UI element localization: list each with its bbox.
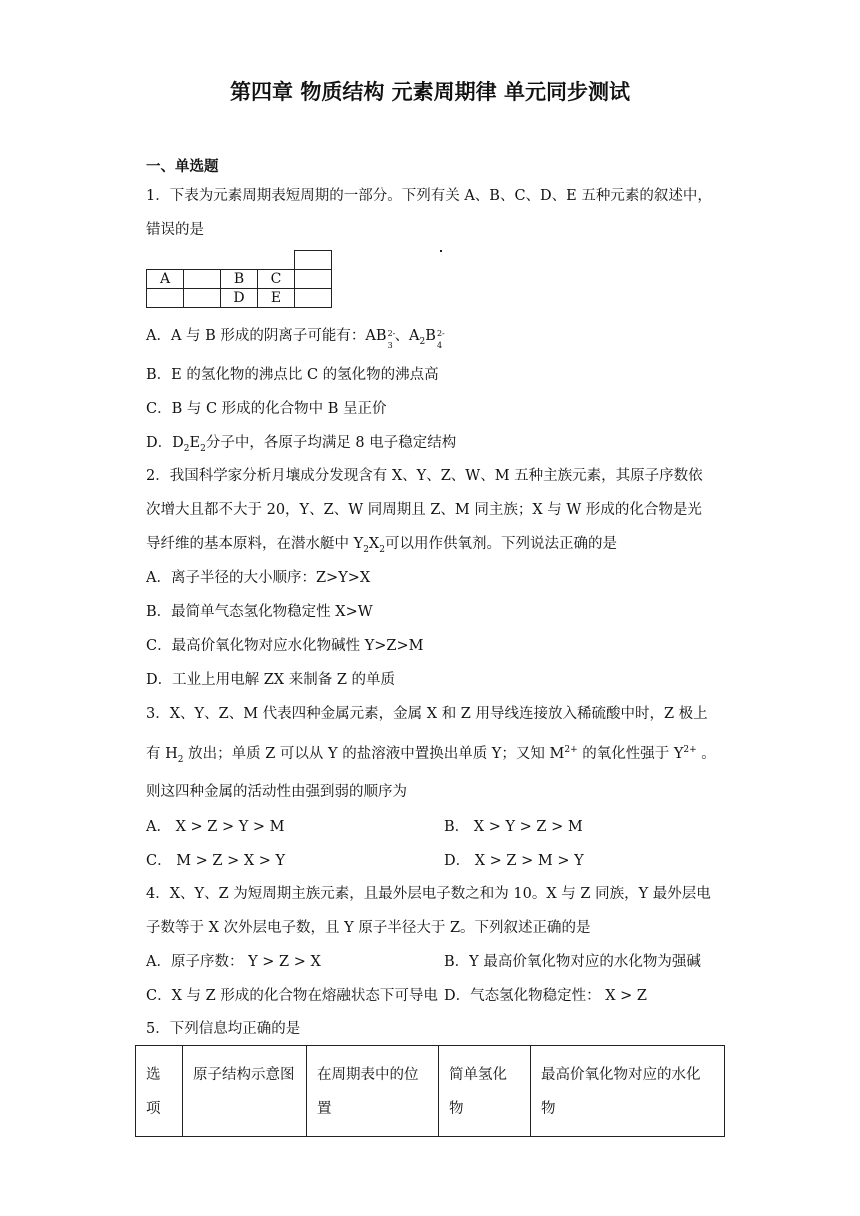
- answer-table: [135, 1045, 725, 1137]
- grid-cell-empty: [183, 269, 221, 289]
- grid-cell-empty: [183, 288, 221, 308]
- q1-stem-line2: 错误的是: [146, 222, 204, 238]
- q3-stem-line1: 3．X、Y、Z、M 代表四种金属元素，金属 X 和 Z 用导线连接放入稀硫酸中时，Z 极上: [146, 706, 708, 722]
- q3-option-a: A． X > Z > Y > M: [146, 819, 285, 835]
- table-header-cell: 简单氢化物: [439, 1046, 531, 1137]
- q3-stem-line3: 则这四种金属的活动性由强到弱的顺序为: [146, 784, 407, 800]
- q4-option-c: C．X 与 Z 形成的化合物在熔融状态下可导电: [146, 988, 438, 1004]
- q4-stem-line1: 4．X、Y、Z 为短周期主族元素，且最外层电子数之和为 10。X 与 Z 同族，Y 最外层电: [146, 886, 711, 902]
- grid-cell-empty: [294, 288, 332, 308]
- q1-option-c: C．B 与 C 形成的化合物中 B 呈正价: [146, 401, 387, 417]
- q4-option-a: A．原子序数： Y > Z > X: [146, 954, 321, 970]
- q1-option-a: A．A 与 B 形成的阴离子可能有：AB 2- 3 、$A_2B$ 2- 4: [146, 328, 445, 350]
- q2-option-c: C．最高价氧化物对应水化物碱性 Y>Z>M: [146, 638, 424, 654]
- q3-option-b: B． X > Y > Z > M: [444, 819, 583, 835]
- table-header-cell: 在周期表中的位置: [307, 1046, 439, 1137]
- q1-stem-line1: 1．下表为元素周期表短周期的一部分。下列有关 A、B、C、D、E 五种元素的叙述中，: [146, 188, 712, 204]
- q3-option-d: D． X > Z > M > Y: [444, 853, 584, 869]
- q4-stem-line2: 子数等于 X 次外层电子数，且 Y 原子半径大于 Z。下列叙述正确的是: [146, 920, 591, 936]
- q2-stem-line2: 次增大且都不大于 20，Y、Z、W 同周期且 Z、M 同主族；X 与 W 形成的化合物是光: [146, 502, 702, 518]
- table-header-cell: 最高价氧化物对应的水化物: [531, 1046, 725, 1137]
- grid-cell-b: B: [220, 269, 258, 289]
- q2-stem-line1: 2．我国科学家分析月壤成分发现含有 X、Y、Z、W、M 五种主族元素，其原子序数依: [146, 468, 703, 484]
- q3-option-c: C． M > Z > X > Y: [146, 853, 286, 869]
- page-title: 第四章 物质结构 元素周期律 单元同步测试: [230, 80, 630, 104]
- table-header-cell: 选项: [136, 1046, 183, 1137]
- q2-option-d: D．工业上用电解 ZX 来制备 Z 的单质: [146, 672, 396, 688]
- grid-cell-empty: [294, 269, 332, 289]
- table-header-row: [136, 1046, 725, 1137]
- q2-option-b: B．最简单气态氢化物稳定性 X>W: [146, 604, 373, 620]
- q1-option-d: D．$D_2E_2$分子中，各原子均满足 8 电子稳定结构: [146, 435, 457, 454]
- grid-cell-empty: [440, 250, 442, 252]
- q4-option-d: D．气态氢化物稳定性： X > Z: [444, 988, 647, 1004]
- grid-cell-empty: [146, 288, 184, 308]
- grid-cell-d: D: [220, 288, 258, 308]
- q2-option-a: A．离子半径的大小顺序：Z>Y>X: [146, 570, 371, 586]
- grid-cell-top: [294, 250, 332, 270]
- grid-cell-a: A: [146, 269, 184, 289]
- table-header-cell: 原子结构示意图: [183, 1046, 307, 1137]
- q4-option-b: B．Y 最高价氧化物对应的水化物为强碱: [444, 954, 701, 970]
- q3-stem-line2: 有 $H_2$ 放出；单质 Z 可以从 Y 的盐溶液中置换出单质 Y；又知 $M^{2+}$ 的氧化性强于 $Y^{2+}$ 。: [146, 745, 716, 765]
- grid-cell-e: E: [257, 288, 295, 308]
- q5-stem: 5．下列信息均正确的是: [146, 1021, 301, 1037]
- q2-stem-line3: 导纤维的基本原料，在潜水艇中 $Y_2X_2$可以用作供氧剂。下列说法正确的是: [146, 536, 617, 555]
- q1-option-b: B．E 的氢化物的沸点比 C 的氢化物的沸点高: [146, 367, 439, 383]
- grid-cell-c: C: [257, 269, 295, 289]
- section-heading: 一、单选题: [146, 159, 219, 175]
